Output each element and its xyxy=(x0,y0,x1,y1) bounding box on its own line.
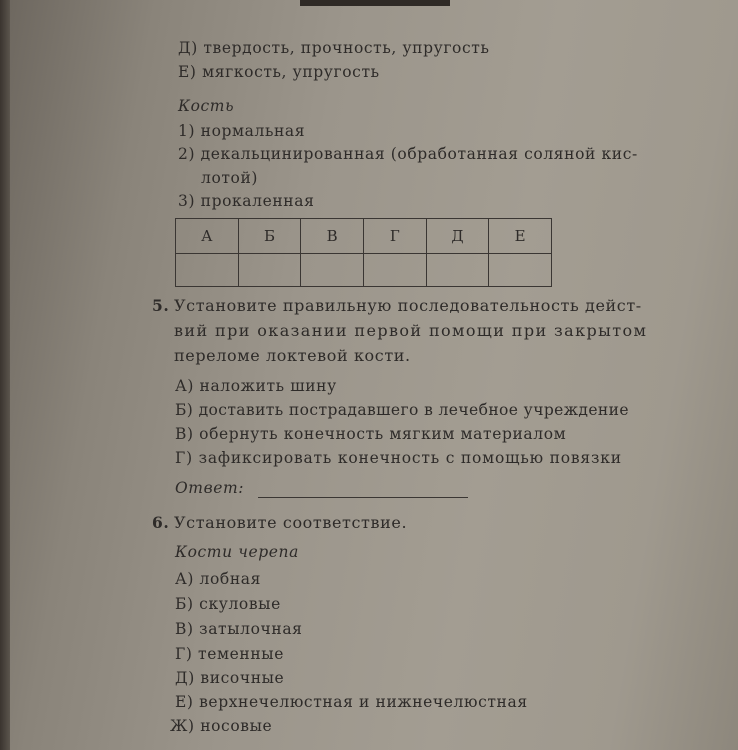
q5-text-line-3: переломе локтевой кости. xyxy=(174,346,411,365)
answer-cell[interactable] xyxy=(301,254,364,287)
table-header-cell: В xyxy=(301,219,364,254)
q5-option-a: А) наложить шину xyxy=(175,377,337,395)
q6-subheader: Кости черепа xyxy=(175,543,299,561)
q6-option-zh: Ж) носовые xyxy=(170,717,273,735)
bone-item-2: 2) декальцинированная (обработанная соляной кис- xyxy=(178,145,638,163)
answer-table xyxy=(175,218,552,287)
answer-table-input-row xyxy=(176,254,552,287)
q6-option-a: А) лобная xyxy=(175,570,261,588)
bone-section-header: Кость xyxy=(178,97,235,115)
table-header-cell: Д xyxy=(426,219,489,254)
table-header-cell: Е xyxy=(489,219,552,254)
answer-cell[interactable] xyxy=(489,254,552,287)
q5-option-g: Г) зафиксировать конечность с помощью повязки xyxy=(175,449,622,467)
q6-option-v: В) затылочная xyxy=(175,620,303,638)
q6-number: 6. xyxy=(152,513,170,532)
answer-cell[interactable] xyxy=(238,254,301,287)
q5-text-line-2: вий при оказании первой помощи при закрытом xyxy=(174,321,648,340)
table-header-cell: А xyxy=(176,219,239,254)
answer-cell[interactable] xyxy=(426,254,489,287)
table-header-cell: Б xyxy=(238,219,301,254)
answer-cell[interactable] xyxy=(176,254,239,287)
top-edge-mark xyxy=(300,0,450,6)
bone-item-2-cont: лотой) xyxy=(201,169,259,187)
q6-option-e: Е) верхнечелюстная и нижнечелюстная xyxy=(175,693,528,711)
q5-text-line-1: Установите правильную последовательность дейст- xyxy=(174,296,642,315)
answer-table-header-row xyxy=(176,219,552,254)
bone-item-3: 3) прокаленная xyxy=(178,192,315,210)
q5-number: 5. xyxy=(152,296,170,315)
q5-answer-field[interactable] xyxy=(258,497,468,498)
q5-option-v: В) обернуть конечность мягким материалом xyxy=(175,425,567,443)
q6-option-d: Д) височные xyxy=(175,669,285,687)
prev-option-d: Д) твердость, прочность, упругость xyxy=(178,39,490,57)
q6-title: Установите соответствие. xyxy=(174,513,408,532)
q5-option-b: Б) доставить пострадавшего в лечебное учреждение xyxy=(175,401,629,419)
q5-answer-label: Ответ: xyxy=(175,479,245,497)
q6-option-b: Б) скуловые xyxy=(175,595,281,613)
q6-option-g: Г) теменные xyxy=(175,645,284,663)
table-header-cell: Г xyxy=(363,219,426,254)
answer-cell[interactable] xyxy=(363,254,426,287)
prev-option-e: Е) мягкость, упругость xyxy=(178,63,380,81)
bone-item-1: 1) нормальная xyxy=(178,122,306,140)
book-spine-shadow xyxy=(0,0,10,750)
